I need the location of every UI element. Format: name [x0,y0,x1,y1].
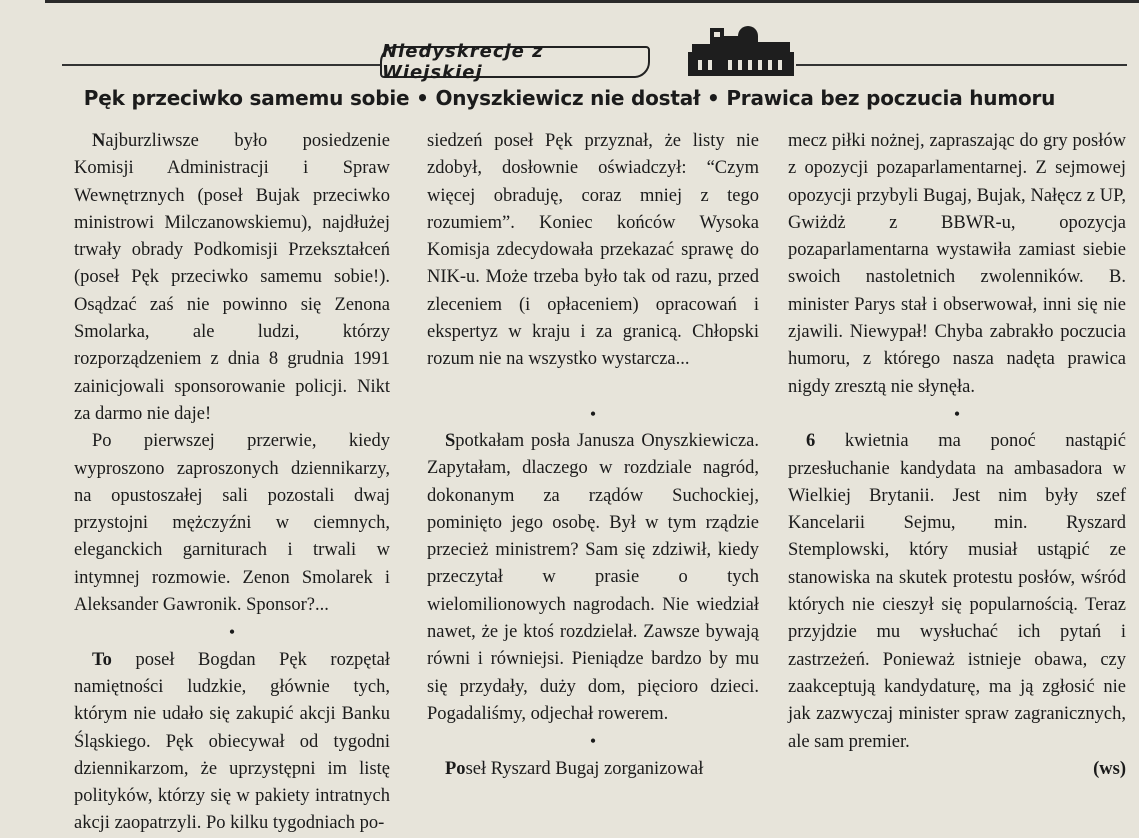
paragraph: Po pierwszej przerwie, kiedy wyproszono zaproszonych dziennikarzy, na opustoszałej sali pozostali dwaj przystojni mężczyźni w ciemnych, eleganckich garniturach i trwali w intymnej rozmowie. Zenon Smolarek i Aleksander Gawronik. Sponsor?... [74,431,390,616]
author-signature: (ws) [1093,758,1126,779]
paragraph-text: seł Ryszard Bugaj zorganizował [465,758,704,779]
paragraph: mecz piłki nożnej, zapraszając do gry posłów z opozycji pozaparlamentarnej. Z sejmowej opozycji przybyli Bugaj, Bujak, Nałęcz z UP, Gwiżdż z BBWR-u, opozycja pozaparlamentarna wystawiła zamiast siebie swoich nastoletnich zwolenników. B. minister Parys stał i obserwował, inni się nie zjawili. Niewypał! Chyba zabrakło poczucia humoru, z którego nasza nadęta prawica nigdy zresztą nie słynęła. [788,131,1126,397]
headline: Pęk przeciwko samemu sobie • Onyszkiewicz nie dostał • Prawica bez poczucia humoru [83,86,1056,110]
header-rule-right [796,64,1127,66]
lead-letter: N [92,131,106,151]
lead-letter: 6 [806,431,816,452]
column-3 [788,128,1126,783]
lead-letter: S [445,430,456,451]
paragraph-text: poseł Bogdan Pęk rozpętał namiętności ludzkie, głównie tych, którym nie udało się zakupić akcji Banku Śląskiego. Pęk obiecywał od tygodni dziennikarzom, że uprzystępni im listę polityków, którzy się w pakiety intratnych akcji zaopatrzyli. Po kilku tygodniach po- [74,649,390,834]
paragraph [74,128,390,428]
column-2 [427,128,759,783]
parliament-building-icon [684,22,798,78]
separator-dot: • [589,403,597,424]
spacer [427,374,759,401]
column-1 [74,128,390,838]
paragraph-text: ajburzliwsze było posiedzenie Komisji Administracji i Spraw Wewnętrznych (poseł Bujak przeciwko ministrowi Milczanowskiemu), najdłużej trwały obrady Podkomisji Przekształceń (poseł Pęk przeciwko samemu sobie!). Osądzać zaś nie powinno się Zenona Smolarka, ale ludzi, którzy rozporządzeniem z dnia 8 grudnia 1991 zainicjowali sponsorowanie policji. Nikt za darmo nie daje! [74,131,390,424]
lead-letter: To [92,649,112,670]
separator-dot: • [589,731,597,752]
separator-dot: • [228,622,236,643]
header-rule-left [62,64,380,66]
lead-letter: Po [445,758,466,779]
paragraph [427,428,759,728]
top-rule [45,0,1139,3]
column-title: Niedyskrecje z Wiejskiej [380,46,650,78]
paragraph [427,756,759,783]
paragraph: siedzeń poseł Pęk przyznał, że listy nie zdobył, dosłownie oświadczył: “Czym więcej obraduję, coraz mniej z tego rozumiem”. Koniec końców Wysoka Komisja zdecydowała przekazać sprawę do NIK-u. Może trzeba było tak od razu, przed zleceniem (i opłaceniem) opracowań i ekspertyz w kraju i za granicą. Chłopski rozum nie na wszystko wystarcza... [427,131,759,370]
paragraph-text: kwietnia ma ponoć nastąpić przesłuchanie kandydata na ambasadora w Wielkiej Brytanii. Jest nim były szef Kancelarii Sejmu, min. Ryszard Stemplowski, który musiał ustąpić ze stanowiska na skutek protestu posłów, wśród których nie cieszył się popularnością. Teraz przyjdzie mu wysłuchać ich pytań i zastrzeżeń. Ponieważ istnieje obawa, czy zaakceptują kandydaturę, ma ją zgłosić nie jak zazwyczaj minister spraw zagranicznych, ale sam premier. [788,431,1126,752]
separator-dot: • [953,403,961,424]
paragraph [74,647,390,838]
paragraph [788,428,1126,756]
paragraph-text: potkałam posła Janusza Onyszkiewicza. Zapytałam, dlaczego w rozdziale nagród, dokonanym za rządów Suchockiej, pominięto jego osobę. Był w tym rządzie przecież ministrem? Sam się zdziwił, kiedy przeczytał w prasie o tych wielomilionowych nagrodach. Nie wiedział nawet, że je ktoś rozdzielał. Zawsze bywają równi i równiejsi. Pieniądze bardzo by mu się przydały, duży dom, pięcioro dzieci. Pogadaliśmy, odjechał rowerem. [427,430,759,724]
